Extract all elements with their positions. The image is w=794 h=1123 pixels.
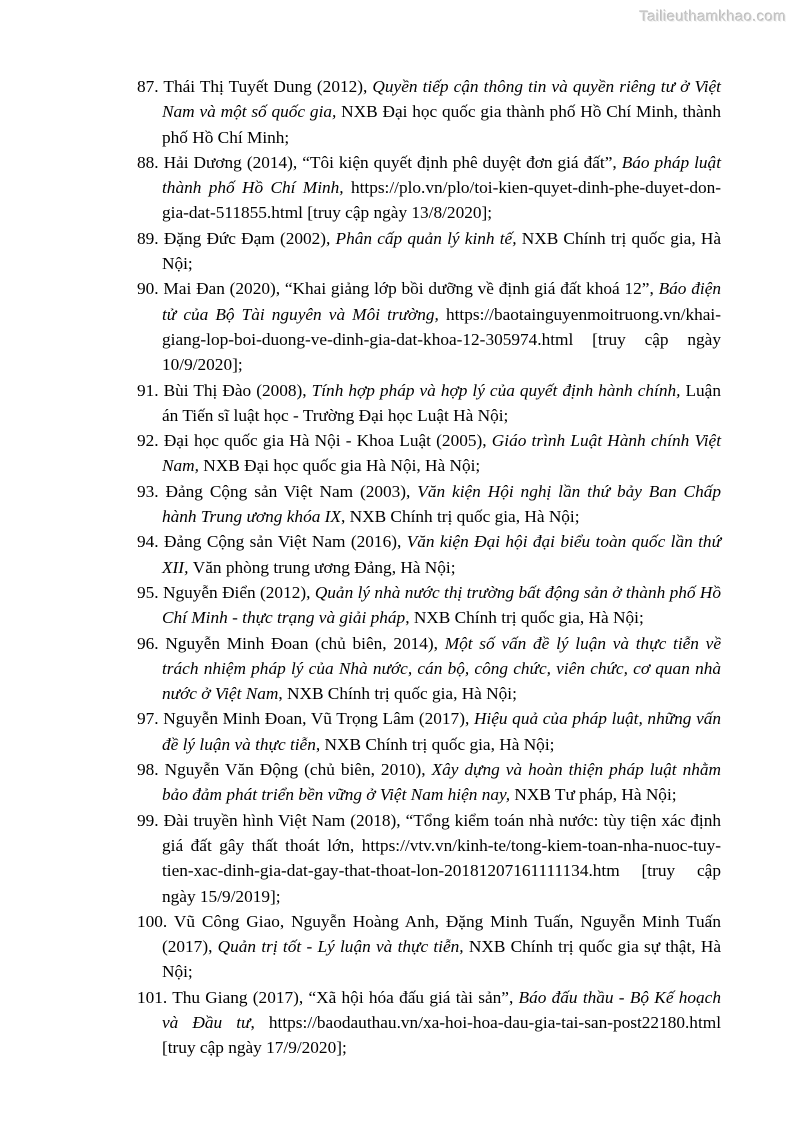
reference-title: Văn kiện Hội nghị lần thứ bảy Ban Chấp hành Trung ương khóa IX xyxy=(162,481,722,527)
reference-item xyxy=(137,808,721,909)
reference-title: Báo pháp luật thành phố Hồ Chí Minh, xyxy=(162,152,721,198)
reference-item xyxy=(137,150,721,226)
reference-text: Bùi Thị Đào (2008), xyxy=(163,380,312,400)
reference-text: , NXB Chính trị quốc gia, Hà Nội; xyxy=(405,608,644,628)
reference-text: [truy cập ngày 10/9/2020]; xyxy=(162,329,721,375)
reference-text: Thái Thị Tuyết Dung (2012), xyxy=(163,77,373,96)
reference-title: Giáo trình Luật Hành chính Việt Nam, xyxy=(162,431,722,476)
reference-text: Nguyễn Minh Đoan (chủ biên, 2014), xyxy=(165,633,445,653)
reference-item xyxy=(137,631,721,707)
reference-title: Hiệu quả của pháp luật, những vấn đề lý luận và thực tiễn xyxy=(162,709,722,754)
reference-number: 99. xyxy=(137,810,164,830)
reference-text: , NXB Chính trị quốc gia, Hà Nội; xyxy=(315,734,555,754)
reference-url: https://vtv.vn/kinh-te/tong-kiem-toan-nha-nuoc-tuy-tien-xac-dinh-gia-dat-gay-that-thoat-lon-20181207161111134.htm xyxy=(162,835,721,881)
reference-number: 93. xyxy=(137,481,166,501)
reference-title: Văn kiện Đại hội đại biểu toàn quốc lần thứ XII, xyxy=(162,532,721,577)
reference-title: Xây dựng và hoàn thiện pháp luật nhằm bảo đảm phát triển bền vững ở Việt Nam hiện nay, xyxy=(162,760,721,805)
reference-text: Mai Đan (2020), “Khai giảng lớp bồi dưỡng về định giá đất khoá 12”, xyxy=(163,279,659,299)
reference-text: Đảng Cộng sản Việt Nam (2016), xyxy=(164,532,407,552)
reference-number: 89. xyxy=(137,228,164,248)
references-list xyxy=(137,74,721,1061)
reference-text: NXB Chính trị quốc gia sự thật, Hà Nội; xyxy=(162,937,722,982)
reference-text: NXB Đại học quốc gia Hà Nội, Hà Nội; xyxy=(203,456,481,476)
reference-number: 95. xyxy=(137,582,163,602)
reference-text: Nguyễn Văn Động (chủ biên, 2010), xyxy=(164,760,432,780)
reference-item xyxy=(137,757,721,808)
reference-item xyxy=(137,985,721,1061)
reference-text: NXB Tư pháp, Hà Nội; xyxy=(514,785,677,805)
reference-number: 90. xyxy=(137,279,164,299)
reference-url: https://plo.vn/plo/toi-kien-quyet-dinh-phe-duyet-don-gia-dat-511855.html xyxy=(162,178,721,223)
reference-text: Nguyễn Điển (2012), xyxy=(162,582,315,602)
reference-number: 96. xyxy=(137,633,166,653)
reference-title: Quyền tiếp cận thông tin và quyền riêng tư ở Việt Nam và một số quốc gia, xyxy=(162,77,721,122)
reference-item xyxy=(137,74,721,150)
reference-text: NXB Đại học quốc gia thành phố Hồ Chí Minh, thành phố Hồ Chí Minh; xyxy=(162,102,721,147)
reference-number: 101. xyxy=(137,987,173,1007)
reference-text: [truy cập ngày 15/9/2019]; xyxy=(162,861,721,906)
reference-item xyxy=(137,529,721,580)
reference-url: https://baotainguyenmoitruong.vn/khai-giang-lop-boi-duong-ve-dinh-gia-dat-khoa-12-305974.html xyxy=(162,304,721,349)
reference-text: Đảng Cộng sản Việt Nam (2003), xyxy=(165,481,418,501)
reference-title: Quản lý nhà nước thị trường bất động sản ở thành phố Hồ Chí Minh - thực trạng và giải pháp xyxy=(162,582,722,628)
reference-number: 94. xyxy=(137,532,164,552)
reference-number: 97. xyxy=(137,709,164,729)
reference-number: 91. xyxy=(137,380,164,400)
reference-title: Một số vấn đề lý luận và thực tiễn về trách nhiệm pháp lý của Nhà nước, cán bộ, công chức, viên chức, cơ quan nhà nước ở Việt Nam xyxy=(162,633,721,704)
reference-text: Nguyễn Minh Đoan, Vũ Trọng Lâm (2017), xyxy=(163,709,474,729)
reference-item xyxy=(137,226,721,277)
reference-text: , NXB Chính trị quốc gia, Hà Nội; xyxy=(278,684,517,704)
reference-item xyxy=(137,479,721,530)
reference-text: Đặng Đức Đạm (2002), xyxy=(163,228,336,248)
reference-item xyxy=(137,428,721,479)
reference-title: Tính hợp pháp và hợp lý của quyết định hành chính, xyxy=(311,380,686,400)
reference-text: [truy cập ngày 17/9/2020]; xyxy=(162,1038,347,1058)
reference-number: 92. xyxy=(137,431,164,451)
reference-text: [truy cập ngày 13/8/2020]; xyxy=(302,203,493,223)
reference-item xyxy=(137,580,721,631)
reference-title: Báo đấu thầu - Bộ Kế hoạch và Đầu tư xyxy=(162,987,721,1032)
reference-number: 87. xyxy=(137,77,164,96)
reference-title: Phân cấp quản lý kinh tế, xyxy=(335,228,522,248)
reference-item xyxy=(137,378,721,429)
reference-text: Đại học quốc gia Hà Nội - Khoa Luật (2005), xyxy=(163,431,492,451)
reference-text: Văn phòng trung ương Đảng, Hà Nội; xyxy=(192,557,456,577)
reference-text: Vũ Công Giao, Nguyễn Hoàng Anh, Đặng Minh Tuấn, Nguyễn Minh Tuấn (2017), xyxy=(162,911,721,957)
reference-text: Đài truyền hình Việt Nam (2018), “Tổng kiểm toán nhà nước: tùy tiện xác định giá đất gây thất thoát lớn, xyxy=(162,810,722,855)
reference-text: Hải Dương (2014), “Tôi kiện quyết định phê duyệt đơn giá đất”, xyxy=(163,152,622,172)
reference-text: NXB Chính trị quốc gia, Hà Nội; xyxy=(162,228,722,274)
reference-title: Quản trị tốt - Lý luận và thực tiễn, xyxy=(217,937,469,957)
reference-item xyxy=(137,909,721,985)
reference-url: https://baodauthau.vn/xa-hoi-hoa-dau-gia-tai-san-post22180.html xyxy=(268,1012,721,1032)
reference-item xyxy=(137,276,721,377)
reference-text: , NXB Chính trị quốc gia, Hà Nội; xyxy=(340,507,580,527)
reference-number: 100. xyxy=(137,911,174,931)
reference-text: , xyxy=(250,1012,269,1032)
reference-text: Luận án Tiến sĩ luật học - Trường Đại học Luật Hà Nội; xyxy=(162,380,721,425)
reference-title: Báo điện tử của Bộ Tài nguyên và Môi trường, xyxy=(162,279,722,324)
reference-item xyxy=(137,706,721,757)
watermark-text: Tailieuthamkhao.com xyxy=(639,8,786,25)
reference-text: Thu Giang (2017), “Xã hội hóa đấu giá tài sản”, xyxy=(172,987,519,1007)
reference-number: 98. xyxy=(137,760,165,780)
reference-number: 88. xyxy=(137,152,164,172)
